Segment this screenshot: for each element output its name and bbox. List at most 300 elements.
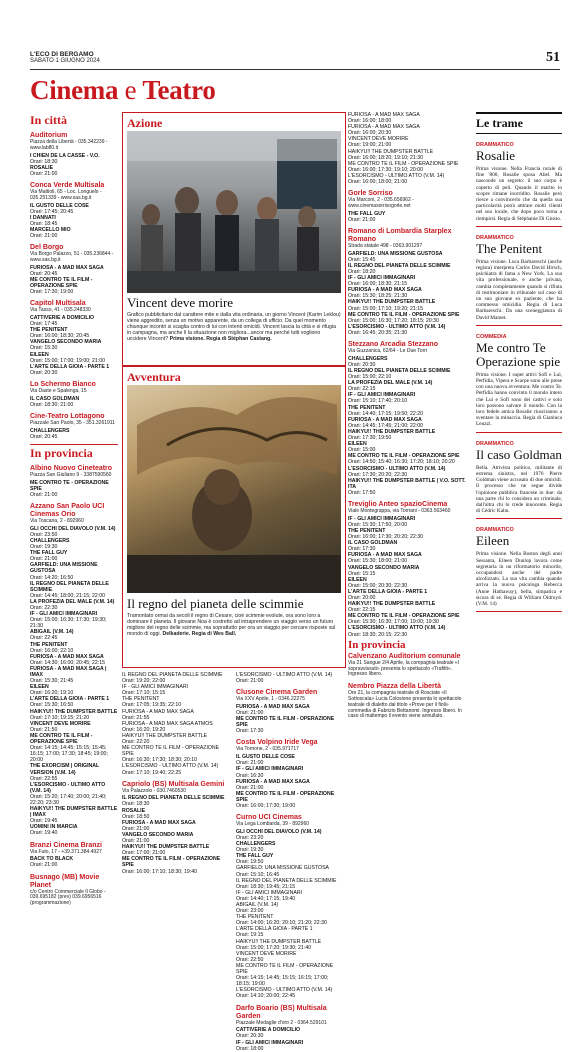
showtimes: Orari: 16:00; 18:30; 20:45 xyxy=(30,333,90,340)
box-title: Il regno del pianeta delle scimmie xyxy=(127,596,304,611)
venue-block xyxy=(348,190,468,223)
showtime-entry xyxy=(348,173,468,185)
venue-name: Stezzano Arcadia Stezzano xyxy=(348,341,438,349)
showtime-entry xyxy=(348,405,468,417)
divider xyxy=(476,325,562,326)
showtime-entry xyxy=(348,124,468,136)
showtimes: Orari: 21:00 xyxy=(30,862,58,869)
venue-address: Piazza della Libertà - 035.342239 - www.lab80.it xyxy=(30,139,108,151)
film-title: IL REGNO DEL PIANETA DELLE SCIMMIE xyxy=(122,795,225,802)
showtimes: Orari: 16:00; 18:30; 21:15 xyxy=(348,281,408,288)
showtimes: Orari: 17:10; 19:15; 21:20 xyxy=(30,714,90,721)
film-title: THE FALL GUY xyxy=(30,550,68,557)
venue-entry xyxy=(236,739,344,809)
showtime-entry xyxy=(348,324,468,336)
film-title: CATTIVERIE A DOMICILIO xyxy=(236,1027,301,1034)
showtimes: Orari: 17:30; 20:20; 22:30 xyxy=(348,471,408,478)
venue-entry xyxy=(30,503,118,837)
showtimes: Orari: 21:00 xyxy=(348,216,376,223)
showtime-entry xyxy=(348,356,468,368)
venue-block xyxy=(122,781,232,875)
film-title: IF - GLI AMICI IMMAGINARI xyxy=(30,611,98,618)
showtime-entry xyxy=(348,211,468,223)
film-title: CHALLENGERS xyxy=(30,537,70,544)
film-title: CATTIVERIE A DOMICILIO xyxy=(30,314,95,321)
film-title: VINCENT DEVE MORIRE xyxy=(236,950,297,957)
showtime-entry xyxy=(236,754,344,766)
divider xyxy=(476,432,562,433)
venue-showtimes xyxy=(30,428,118,440)
film-title: FURIOSA - A MAD MAX SAGA xyxy=(236,778,310,785)
showtimes: Orari: 16:00; 22:10 xyxy=(30,647,74,654)
venue-address: Via Torrione, 2 - 035.971717 xyxy=(236,746,299,753)
showtimes: Orari: 21:00 xyxy=(30,170,58,177)
venue-showtimes xyxy=(30,315,118,376)
venue-entry xyxy=(30,132,118,177)
showtime-entry xyxy=(30,215,118,227)
film-title: GLI OCCHI DEL DIAVOLO (V.M. 14) xyxy=(236,828,322,835)
venue-entry xyxy=(348,190,468,223)
venue-address: Piazza San Giuliano 9 - 3387590560 xyxy=(30,471,112,478)
ape-eagle-illustration xyxy=(127,385,341,593)
showtime-entry xyxy=(348,601,468,613)
showtime-list xyxy=(122,672,232,776)
top-rule xyxy=(30,69,560,70)
film-title: FURIOSA - A MAD MAX SAGA xyxy=(236,703,310,710)
showtimes: Orari: 15:10; 16:45 xyxy=(236,871,280,878)
showtime-entry xyxy=(236,987,344,999)
showtimes: Orari: 21:00 xyxy=(236,710,264,717)
film-title: VINCENT DEVE MORIRE xyxy=(30,720,91,727)
box-text xyxy=(127,312,341,342)
showtimes: Orari: 17:50 xyxy=(348,489,376,496)
venue-address: Piazzale San Paolo, 35 - 351.3261911 xyxy=(30,419,115,426)
showtimes: Orari: 15:45 xyxy=(348,256,376,263)
venue-entry xyxy=(236,814,344,865)
showtimes: Orari: 19:40 xyxy=(30,830,58,837)
divider xyxy=(30,444,118,445)
showtime-entry xyxy=(30,339,118,351)
venue-entry xyxy=(348,341,468,496)
showtime-entry xyxy=(348,136,468,148)
film-title: ME CONTRO TE IL FILM - OPERAZIONE SPIE xyxy=(236,790,335,803)
adventure-box xyxy=(122,366,346,668)
review-text: Prima visione. I super attivi Sofì e Luì, Perfidia, Vipera e Scarpe sono alle prese con una nuova avventura: Me contro Te. Perfidia hanno convinto il mondo intero che Luì e Sofì sono dei cattivi e solo loro possono salvare il mondo. Con la loro fedele amica Rosalie riusciranno a sventare la minaccia. Regia di Gianluca Leuzzi. xyxy=(476,371,562,428)
showtime-entry xyxy=(348,441,468,453)
showtime-entry xyxy=(236,841,344,853)
showtimes: Orari: 18:30 xyxy=(122,801,150,808)
film-title: LA PROFEZIA DEL MALE (V.M. 14) xyxy=(30,598,115,605)
film-title: HAIKYU!! THE DUMPSTER BATTLE xyxy=(348,601,436,608)
showtimes: Orari: 15:00; 20:30; 22:30 xyxy=(348,582,408,589)
film-title: EILEEN xyxy=(30,351,49,358)
venue-address: Via Palazzolo - 030.7460530 xyxy=(122,787,186,794)
showtimes: Orari: 21:50 xyxy=(30,726,58,733)
showtimes: Orari: 17:30; 19:00 xyxy=(30,289,74,296)
showtimes: Orari: 20:30 xyxy=(30,369,58,376)
showtimes: Orari: 21:00 xyxy=(30,233,58,240)
venue-showtimes xyxy=(30,526,118,837)
film-title: CHALLENGERS xyxy=(348,355,388,362)
review-text: Prima visione. Nella Francia rurale di fine '800, Rosalie sposa Abel. Ma nasconde un segreto: il suo corpo è coperto di peli. Quando il marito lo scopre rimane inorridito. Rosalie però riesce a convincerlo che da quella sua particolarità potrà attirare molti clienti nel suo locale, che dopo poco torna a riempirsi. Regia di Stéphanie Di Giusto. xyxy=(476,166,562,222)
review-title: Me contro Te Operazione spie xyxy=(476,339,561,369)
showtimes: Orari: 14:00; 16:20; 20:10; 21:20; 22:30 xyxy=(236,920,327,927)
film-title: FURIOSA - A MAD MAX SAGA | IMAX xyxy=(30,665,107,679)
showtime-entry xyxy=(30,629,118,641)
showtime-entry xyxy=(122,808,232,820)
showtimes: Orari: 16:00; 20:30 xyxy=(348,130,392,137)
showtimes: Orari: 16:20; 19:10 xyxy=(30,690,74,697)
showtime-entry xyxy=(348,565,468,577)
showtimes: Orari: 14:50; 15:40; 16:30; 17:20; 18:10; 20:20 xyxy=(348,459,455,466)
city-heading: In città xyxy=(30,113,67,127)
film-title: MARCELLO MIO xyxy=(30,226,71,233)
showtimes: Orari: 16:45; 20:35; 21:30 xyxy=(348,329,408,336)
showtimes: Orari: 15:30; 18:25; 21:30 xyxy=(348,293,408,300)
showtimes: Orari: 22:15 xyxy=(348,386,376,393)
showtimes: Orari: 16:00; 18:00 xyxy=(348,118,392,125)
showtime-entry xyxy=(236,704,344,716)
venue-showtimes xyxy=(30,203,118,240)
showtimes: Orari: 22:20 xyxy=(122,739,150,746)
showtimes: Orari: 15:30; 21:45 xyxy=(30,678,74,685)
venue-block xyxy=(348,501,468,638)
showtime-entry xyxy=(236,853,344,865)
film-title: THE PENITENT xyxy=(348,404,386,411)
venue-list xyxy=(30,132,118,440)
showtimes: Orari: 22:50 xyxy=(236,956,264,963)
showtime-entry xyxy=(30,642,118,654)
showtimes: Orari: 18:30; 19:45; 21:15 xyxy=(236,883,296,890)
film-title: FURIOSA - A MAD MAX SAGA xyxy=(30,653,104,660)
showtime-entry xyxy=(30,611,118,629)
showtime-entry xyxy=(348,528,468,540)
venue-name: Lo Schermo Bianco xyxy=(30,380,96,388)
showtimes: Orari: 16:00; 17:30; 19:00 xyxy=(236,803,296,809)
showtime-entry xyxy=(122,721,232,733)
film-title: GARFIELD: UNA MISSIONE GUSTOSA xyxy=(30,562,98,575)
film-title: L'ESORCISMO - ULTIMO ATTO (V.M. 14) xyxy=(236,672,333,678)
showtimes: Orari: 21:00 xyxy=(30,556,58,563)
reviews-heading: Le trame xyxy=(476,112,562,134)
film-title: IL REGNO DEL PIANETA DELLE SCIMMIE xyxy=(348,368,451,374)
box-tag: Avventura xyxy=(127,370,181,384)
showtimes: Orari: 20:00 xyxy=(348,594,376,601)
film-title: HAIKYU!! THE DUMPSTER BATTLE | V.O. SOTT. ITA xyxy=(348,477,466,490)
showtime-entry xyxy=(236,963,344,987)
showtimes: Orari: 15:30; 16:50 xyxy=(30,702,74,709)
film-title: GLI OCCHI DEL DIAVOLO (V.M. 14) xyxy=(30,525,116,532)
film-title: HAIKYU!! THE DUMPSTER BATTLE xyxy=(348,148,434,155)
showtime-entry xyxy=(236,716,344,734)
showtime-entry xyxy=(30,227,118,239)
review-genre: DRAMMATICO xyxy=(476,142,514,148)
film-title: L'ESORCISMO - ULTIMO ATTO (V.M. 14) xyxy=(348,625,446,632)
showtimes: Orari: 15:30 xyxy=(30,345,58,352)
venue-name: Clusone Cinema Garden xyxy=(236,689,318,697)
showtimes: Orari: 22:30 xyxy=(30,604,58,611)
film-photo xyxy=(127,131,341,293)
showtimes: Orari: 15:00; 17:10; 19:20; 21:15 xyxy=(348,305,423,312)
showtimes: Orari: 17:45 xyxy=(30,321,58,328)
venue-address: Via Lega Lombarda, 39 - 892960 xyxy=(236,821,310,828)
showtime-entry xyxy=(122,832,232,844)
showtime-entry xyxy=(122,709,232,721)
showtime-entry xyxy=(348,263,468,275)
showtime-entry xyxy=(348,540,468,552)
showtime-entry xyxy=(348,312,468,324)
venue-entry xyxy=(348,501,468,638)
film-title: HAIKYU!! THE DUMPSTER BATTLE xyxy=(122,844,210,851)
venue-name: Treviglio Anteo spazioCinema xyxy=(348,500,448,508)
showtimes: Orari: 20:30 xyxy=(236,1033,264,1040)
showtimes: Orari: 18:45 xyxy=(30,220,58,227)
showtime-entry xyxy=(30,733,118,763)
showtime-entry xyxy=(348,392,468,404)
film-title: L'ESORCISMO - ULTIMO ATTO (V.M. 14) xyxy=(348,172,445,179)
venue-address: Via Toscana, 2 - 892960 xyxy=(30,517,84,524)
venue-address: Via 21 Sangue 2/4 Aprile, la compagnia teatrale «I sopravvissuti» presenta lo spettacolo «Trafitti». Ingresso libero. xyxy=(348,659,460,678)
film-title: FURIOSA - A MAD MAX SAGA ATMOS xyxy=(122,720,213,727)
film-title: ROSALIE xyxy=(30,164,54,171)
film-title: L'ARTE DELLA GIOIA - PARTE 1 xyxy=(30,696,110,703)
film-title: I DANNATI xyxy=(30,214,56,221)
showtime-entry xyxy=(236,878,344,890)
showtime-entry xyxy=(122,763,232,775)
showtime-entry xyxy=(30,824,118,836)
showtime-entry xyxy=(122,684,232,696)
showtimes: Orari: 19:15 xyxy=(236,932,264,939)
showtimes: Orari: 21:00 xyxy=(236,678,264,685)
showtime-entry xyxy=(236,926,344,938)
venue-address: Strada statale 498 - 0363.901297 xyxy=(348,242,423,249)
review-genre: DRAMMATICO xyxy=(476,440,514,447)
venue-block xyxy=(236,814,344,1052)
showtime-entry xyxy=(236,914,344,926)
film-title: FURIOSA - A MAD MAX SAGA xyxy=(348,552,422,559)
showtime-entry xyxy=(236,791,344,809)
film-title: CHALLENGERS xyxy=(236,841,276,848)
action-box xyxy=(122,112,346,366)
review-entry xyxy=(476,527,562,612)
film-title: LA PROFEZIA DEL MALE (V.M. 14) xyxy=(348,380,433,387)
venue-address: Viale Montegrappa, via Torriani - 0363.563460 xyxy=(348,507,451,514)
film-title: THE FALL GUY xyxy=(236,853,274,860)
showtimes: Orari: 18:30; 20:15; 22:30 xyxy=(348,631,408,638)
divider xyxy=(476,518,562,519)
film-title: HAIKYU!! THE DUMPSTER BATTLE xyxy=(236,938,322,945)
film-title: THE PENITENT xyxy=(122,696,160,703)
venue-entry xyxy=(30,381,118,408)
showtimes: Orari: 18:20 xyxy=(348,268,376,275)
showtime-entry xyxy=(236,779,344,791)
showtimes: Orari: 20:30 xyxy=(348,361,376,368)
venue-name: Nembro Piazza della Libertà xyxy=(348,683,441,691)
venue-entry xyxy=(348,228,468,336)
showtime-entry xyxy=(30,428,118,440)
paper-name: L'ECO DI BERGAMO xyxy=(30,51,94,58)
film-title: THE EXORCISM | ORIGINAL VERSION (V.M. 14) xyxy=(30,763,100,776)
venue-name: Azzano San Paolo UCI Cinemas Orio xyxy=(30,502,105,518)
film-title: THE PENITENT xyxy=(236,914,274,921)
venue-showtimes xyxy=(236,829,344,866)
showtime-entry xyxy=(236,865,344,877)
film-title: FURIOSA - A MAD MAX SAGA xyxy=(122,708,194,715)
film-title: L'ESORCISMO - ULTIMO ATTO (V.M. 14) xyxy=(122,763,219,770)
section-title xyxy=(30,75,216,106)
venue-showtimes xyxy=(236,704,344,734)
showtime-entry xyxy=(30,277,118,295)
showtimes: Orari: 16:00; 18:00; 21:00 xyxy=(348,179,408,186)
showtime-entry xyxy=(122,856,232,874)
venue-showtimes xyxy=(348,211,468,223)
showtime-entry xyxy=(348,516,468,528)
showtime-entry xyxy=(122,844,232,856)
showtimes: Orari: 23:20 xyxy=(236,834,264,841)
showtime-entry xyxy=(30,396,118,408)
showtimes: Orari: 15:00; 17:00; 19:00; 21:00 xyxy=(30,357,105,364)
venue-name: Romano di Lombardia Starplex Romano xyxy=(348,227,452,243)
showtimes: Orari: 21:00 xyxy=(30,491,58,498)
showtime-list xyxy=(236,672,344,684)
showtimes: Orari: 16:30 xyxy=(236,772,264,779)
showtimes: Orari: 19:00; 21:00 xyxy=(348,142,392,149)
showtimes: Orari: 14:45; 18:00; 21:15; 22:00 xyxy=(30,592,105,599)
film-title: L'ARTE DELLA GIOIA - PARTE 1 xyxy=(236,926,313,933)
venue-showtimes xyxy=(30,265,118,295)
showtime-entry xyxy=(236,1027,344,1039)
film-title: ME CONTRO TE IL FILM - OPERAZIONE SPIE xyxy=(122,745,220,758)
showtimes: Orari: 17:00; 21:00 xyxy=(122,850,166,857)
venue-entry xyxy=(30,182,118,239)
venue-address: Via Borgo Palazzo, 51 - 035.236844 - www.sas.bg.it xyxy=(30,251,114,263)
venue-showtimes xyxy=(348,516,468,638)
venue-name: Gorle Sorriso xyxy=(348,190,393,198)
film-title: VINCENT DEVE MORIRE xyxy=(348,136,409,143)
film-title: FURIOSA - A MAD MAX SAGA xyxy=(348,112,420,118)
showtime-entry xyxy=(30,203,118,215)
showtimes: Orari: 19:45 xyxy=(30,818,58,825)
film-title: EILEEN xyxy=(348,576,367,583)
showtime-entry xyxy=(30,666,118,684)
showtimes: Orari: 15:00; 16:30; 17:20; 18:15; 20:30 xyxy=(348,317,439,324)
film-title: ME CONTRO TE IL FILM - OPERAZIONE SPIE xyxy=(348,311,460,318)
showtimes: Orari: 17:30 xyxy=(348,546,376,553)
showtime-entry xyxy=(30,480,118,498)
box-synopsis: Grafico pubblicitario dal carattere mite e dalla vita ordinaria, un giorno Vincent (Karim Leklou) viene aggredito, senza un motivo apparente, da un collega di ufficio. Da quel momento chiunque incontri si scaglia contro di lui con intenti omicidi. Vincent lascia la città e si rifugia in campagna, ma anche lì la situazione non migliora...ancor ma perché tutti vogliono uccidere Vincent? xyxy=(127,312,341,343)
showtime-entry xyxy=(348,613,468,625)
showtimes: Orari: 19:30 xyxy=(236,847,264,854)
divider xyxy=(476,226,562,227)
venue-address: c/o Centro Commerciale Il Globo - 039.695182 (prev) 039.6956516 (programmazione) xyxy=(30,888,106,907)
showtime-entry xyxy=(236,1040,344,1052)
showtime-entry xyxy=(30,709,118,721)
venue-block xyxy=(348,228,468,336)
box-tag: Azione xyxy=(127,116,163,130)
showtime-entry xyxy=(30,782,118,806)
film-title: IL REGNO DEL PIANETA DELLE SCIMMIE xyxy=(30,580,109,593)
showtime-entry xyxy=(348,149,468,161)
review-genre: COMMEDIA xyxy=(476,333,507,340)
showtime-entry xyxy=(348,453,468,465)
review-entry xyxy=(476,142,562,227)
showtime-entry xyxy=(236,890,344,902)
venue-name: Capitol Multisala xyxy=(30,300,86,308)
film-photo xyxy=(127,385,341,593)
listings-column-5 xyxy=(348,112,468,842)
venue-entry xyxy=(122,781,232,875)
showtimes: Orari: 16:20; 19:20 xyxy=(122,726,166,733)
showtime-entry xyxy=(348,625,468,637)
section-title-a: Cinema xyxy=(30,75,119,105)
showtime-entry xyxy=(30,352,118,364)
film-title: BACK TO BLACK xyxy=(30,856,74,863)
showtime-entry xyxy=(236,951,344,963)
showtime-entry xyxy=(348,577,468,589)
venue-entry xyxy=(30,465,118,498)
review-entry xyxy=(476,334,562,433)
venue-address: Via Guzzanica, 62/64 - Le Due Torri xyxy=(348,348,428,355)
province-heading: In provincia xyxy=(348,638,406,651)
venue-name: Auditorium xyxy=(30,132,68,139)
film-title: VANGELO SECONDO MARIA xyxy=(122,831,194,838)
review-entry xyxy=(476,441,562,520)
venue-block xyxy=(348,341,468,496)
showtimes: Orari: 15:30; 17:50; 20:00 xyxy=(348,521,408,528)
review-list xyxy=(476,142,562,612)
showtime-entry xyxy=(122,733,232,745)
venue-address: Via Futo, 17 - +39.371.384.4927 xyxy=(30,848,102,855)
page-number: 51 xyxy=(546,50,560,65)
review-title: Il caso Goldman xyxy=(476,446,562,462)
showtimes: Orari: 19:20; 22:00 xyxy=(122,678,166,685)
venue-address: Piazzale Medaglie d'oro 2 - 0364.529101 xyxy=(236,1019,327,1026)
section-title-b: Teatro xyxy=(142,75,216,105)
venue-list-province xyxy=(30,465,118,907)
venue-address: Via Tasso, 41 - 035.248330 xyxy=(30,307,91,314)
showtimes: Orari: 18:50 xyxy=(122,813,150,820)
showtimes: Orari: 14:30; 16:00; 20:45; 22:15 xyxy=(30,659,105,666)
showtime-entry xyxy=(30,153,118,165)
review-genre: DRAMMATICO xyxy=(476,527,514,534)
venue-showtimes xyxy=(348,251,468,336)
box-text xyxy=(127,613,341,637)
showtimes: Orari: 16:30; 17:30; 18:30; 20:10 xyxy=(122,757,197,764)
film-title: ABIGAIL (V.M. 14) xyxy=(236,902,279,909)
showtime-entry xyxy=(348,380,468,392)
showtimes: Orari: 14:15; 14:45; 15:15; 16:15; 17:00; 18:15; 19:00 xyxy=(236,975,329,988)
venue-block xyxy=(348,683,468,720)
showtime-entry xyxy=(348,368,468,380)
venue-showtimes xyxy=(236,754,344,809)
film-title: IL GUSTO DELLE COSE xyxy=(236,754,295,761)
venue-name: Curno UCI Cinemas xyxy=(236,814,302,822)
venue-showtimes xyxy=(30,153,118,177)
venue-name: Conca Verde Multisala xyxy=(30,181,105,189)
review-text: Prima visione. Nella Boston degli anni Sessanta, Eileen Dunlop lavora come segretaria in un riformatorio minorile, occupandosi anche del padre alcolizzato. La sua vita cambia quando arriva la nuova psicologa Rebecca (Anne Hathaway), bella, simpatica e sicura di sé. Regia di William Oldroyd. (V.M. 14) xyxy=(476,551,562,607)
review-text: Bella. Attivista politico, militante di estrema sinistra, nel 1976 Pierre Goldman viene accusato di due omicidi. Il processo che ne segue divide l'opinione pubblica francese in due: da una parte chi lo considera un criminale, dall'altra chi lo crede innocente. Regia di Cédric Kahn. xyxy=(476,464,562,515)
venue-showtimes xyxy=(122,795,232,874)
listings-column-1 xyxy=(30,112,118,907)
film-title: IL REGNO DEL PIANETA DELLE SCIMMIE xyxy=(236,877,337,884)
film-title: HAIKYU!! THE DUMPSTER BATTLE xyxy=(30,708,118,715)
showtimes: Orari: 17:45; 20:45 xyxy=(30,208,74,215)
showtime-entry xyxy=(30,538,118,550)
showtimes: Orari: 14:10; 20:00; 22:45 xyxy=(236,993,296,1000)
film-title: ME CONTRO TE IL FILM - OPERAZIONE SPIE xyxy=(122,856,221,869)
film-title: L'ESORCISMO - ULTIMO ATTO (V.M. 14) xyxy=(348,323,446,330)
showtimes: Orari: 18:00 xyxy=(236,1045,264,1052)
